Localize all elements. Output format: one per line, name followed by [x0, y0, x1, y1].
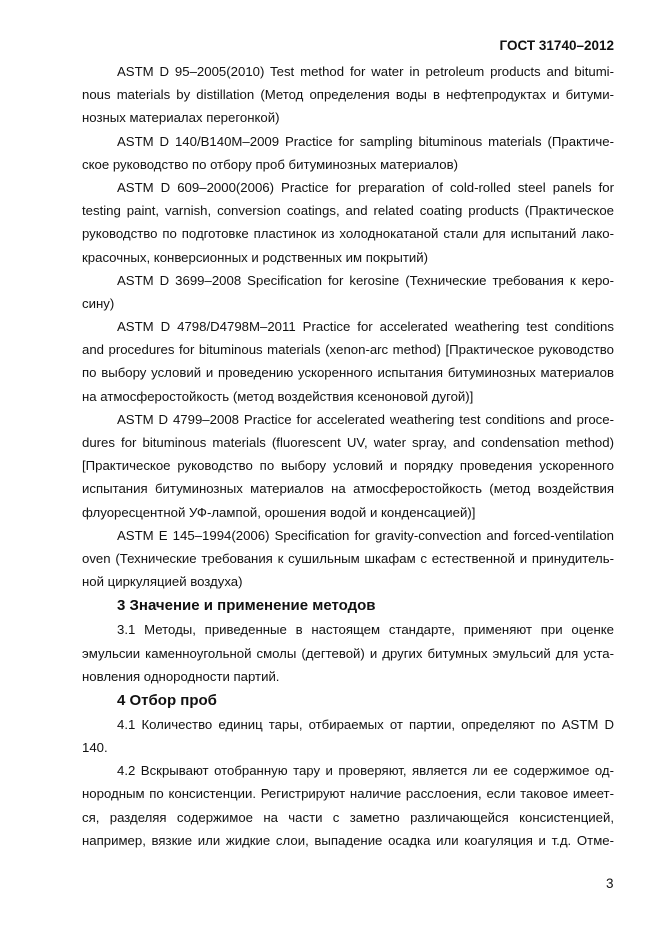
- paragraph-line: dures for bituminous materials (fluorescent UV, water spray, and condensation method): [82, 435, 614, 450]
- paragraph-line: ASTM D 140/B140M–2009 Practice for sampling bituminous materials (Практиче-: [117, 133, 614, 149]
- paragraph-line: [Практическое руководство по выбору условий и порядку проведения ускоренного: [82, 458, 614, 474]
- section-heading: 3 Значение и применение методов: [117, 597, 376, 615]
- paragraph-line: ASTM D 95–2005(2010) Test method for water in petroleum products and bitumi-: [117, 64, 614, 79]
- paragraph-line: testing paint, varnish, conversion coatings, and related coating products (Практическое: [82, 203, 614, 219]
- paragraph-line: ASTM D 4799–2008 Practice for accelerated weathering test conditions and proce-: [117, 411, 614, 427]
- paragraph-line: эмульсии каменноугольной смолы (дегтевой) и других битумных эмульсий для уста-: [82, 645, 614, 661]
- paragraph-line: ASTM E 145–1994(2006) Specification for gravity-convection and forced-ventilation: [117, 527, 614, 543]
- paragraph-line: ной циркуляцией воздуха): [82, 574, 243, 590]
- paragraph-line: флуоресцентной УФ-лампой, орошения водой и конденсацией)]: [82, 504, 476, 520]
- paragraph-line: красочных, конверсионных и родственных им покрытий): [82, 249, 428, 265]
- paragraph-line: 4.1 Количество единиц тары, отбираемых от партии, определяют по ASTM D: [117, 716, 614, 732]
- page-number: 3: [606, 876, 614, 891]
- paragraph-line: 4.2 Вскрывают отобранную тару и проверяют, является ли ее содержимое од-: [117, 763, 614, 779]
- section-heading: 4 Отбор проб: [117, 691, 217, 709]
- paragraph-line: испытания битуминозных материалов на атмосферостойкость (метод воздействия: [82, 481, 614, 497]
- paragraph-line: nous materials by distillation (Метод определения воды в нефтепродуктах и битуми-: [82, 87, 614, 103]
- paragraph-line: 140.: [82, 740, 108, 756]
- paragraph-line: новления однородности партий.: [82, 668, 280, 684]
- paragraph-line: по выбору условий и проведению ускоренного испытания битуминозных материалов: [82, 365, 614, 381]
- paragraph-line: ASTM D 609–2000(2006) Practice for preparation of cold-rolled steel panels for: [117, 179, 614, 195]
- document-header: ГОСТ 31740–2012: [499, 38, 614, 53]
- paragraph-line: ASTM D 4798/D4798M–2011 Practice for accelerated weathering test conditions: [117, 319, 614, 335]
- paragraph-line: 3.1 Методы, приведенные в настоящем стандарте, применяют при оценке: [117, 622, 614, 638]
- paragraph-line: oven (Технические требования к сушильным шкафам с естественной и принудитель-: [82, 550, 614, 566]
- paragraph-line: сину): [82, 295, 115, 311]
- paragraph-line: на атмосферостойкость (метод воздействия ксеноновой дугой)]: [82, 388, 474, 404]
- paragraph-line: например, вязкие или жидкие слои, выпадение осадка или коагуляция и т.д. Отме-: [82, 832, 614, 848]
- paragraph-line: нозных материалах перегонкой): [82, 110, 280, 126]
- paragraph-line: ся, разделяя содержимое на части с заметно различающейся консистенцией,: [82, 809, 614, 825]
- paragraph-line: нородным по консистенции. Регистрируют наличие расслоения, если таковое имеет-: [82, 786, 614, 802]
- paragraph-line: and procedures for bituminous materials (xenon-arc method) [Практическое руководство: [82, 342, 614, 358]
- paragraph-line: ское руководство по отбору проб битуминозных материалов): [82, 156, 459, 172]
- document-body: [82, 60, 614, 852]
- paragraph-line: ASTM D 3699–2008 Specification for kerosine (Технические требования к керо-: [117, 272, 614, 288]
- paragraph-line: руководство по подготовке пластинок из холоднокатаной стали для испытаний лако-: [82, 226, 614, 242]
